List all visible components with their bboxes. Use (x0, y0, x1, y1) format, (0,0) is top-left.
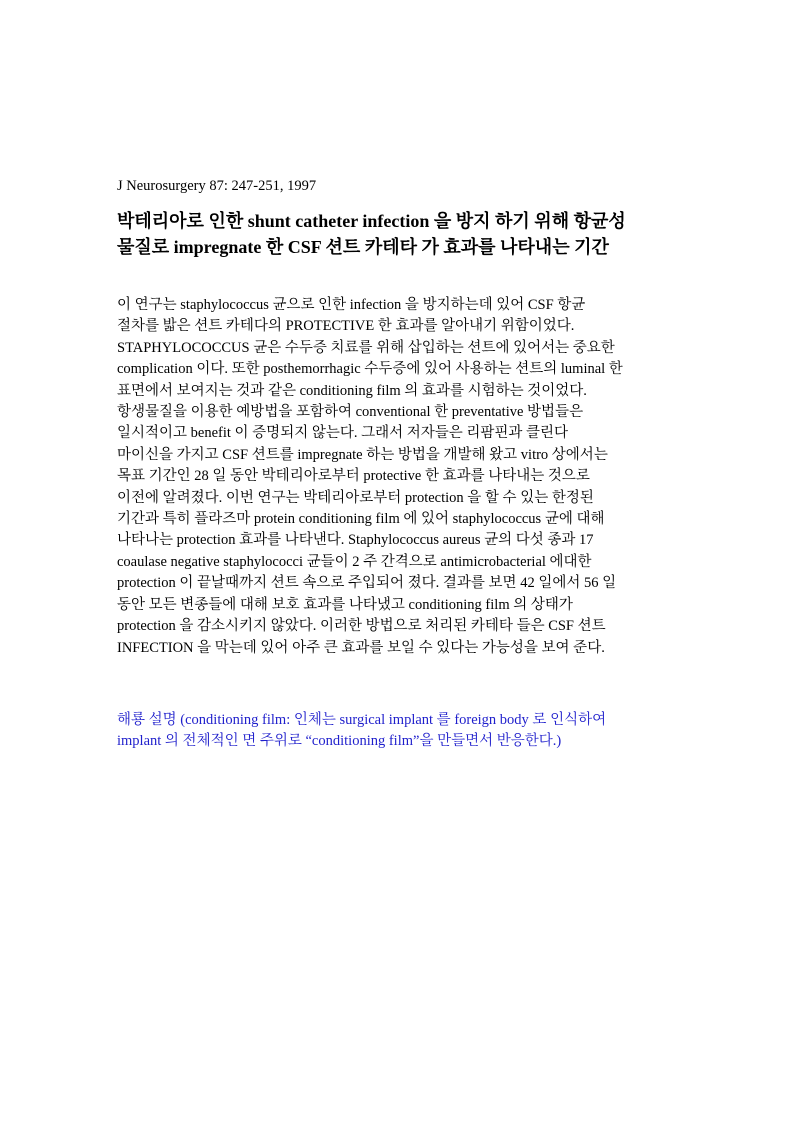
abstract-line: INFECTION 을 막는데 있어 아주 큰 효과를 보일 수 있다는 가능성을 보여 준다. (117, 639, 605, 656)
abstract-line: STAPHYLOCOCCUS 균은 수두증 치료를 위해 삽입하는 션트에 있어서는 중요한 (117, 339, 615, 356)
note-line: implant 의 전체적인 면 주위로 “conditioning film”을 만들면서 반응한다.) (117, 733, 562, 750)
abstract-line: 동안 모든 변종들에 대해 보호 효과를 나타냈고 conditioning film 의 상태가 (117, 596, 573, 613)
abstract-line: protection 이 끝날때까지 션트 속으로 주입되어 졌다. 결과를 보면 42 일에서 56 일 (117, 575, 617, 592)
abstract-line: coaulase negative staphylococci 균들이 2 주 간격으로 antimicrobacterial 에대한 (117, 553, 592, 570)
abstract-body (117, 295, 623, 659)
abstract-line: complication 이다. 또한 posthemorrhagic 수두증에 있어 사용하는 션트의 luminal 한 (117, 361, 623, 378)
note-line: 해룡 설명 (conditioning film: 인체는 surgical implant 를 foreign body 로 인식하여 (117, 712, 607, 728)
title-line: 박테리아로 인한 shunt catheter infection 을 방지 하기 위해 항균성 (117, 211, 626, 231)
article-title (117, 208, 626, 260)
abstract-line: 이전에 알려졌다. 이번 연구는 박테리아로부터 protection 을 할 수 있는 한정된 (117, 489, 594, 506)
abstract-line: 기간과 특히 플라즈마 protein conditioning film 에 있어 staphylococcus 균에 대해 (117, 511, 605, 528)
abstract-line: 표면에서 보여지는 것과 같은 conditioning film 의 효과를 시험하는 것이었다. (117, 382, 587, 399)
abstract-line: 일시적이고 benefit 이 증명되지 않는다. 그래서 저자들은 리팜핀과 클린다 (117, 425, 569, 442)
abstract-line: 목표 기간인 28 일 동안 박테리아로부터 protective 한 효과를 나타내는 것으로 (117, 468, 590, 485)
abstract-line: 절차를 밟은 션트 카테다의 PROTECTIVE 한 효과를 알아내기 위함이었다. (117, 318, 575, 335)
abstract-line: 이 연구는 staphylococcus 균으로 인한 infection 을 방지하는데 있어 CSF 항균 (117, 297, 586, 313)
title-line: 물질로 impregnate 한 CSF 션트 카테타 가 효과를 나타내는 기간 (117, 237, 609, 257)
abstract-line: protection 을 감소시키지 않았다. 이러한 방법으로 처리된 카테타 들은 CSF 션트 (117, 618, 606, 635)
translator-note (117, 710, 606, 753)
abstract-line: 항생물질을 이용한 예방법을 포함하여 conventional 한 preventative 방법들은 (117, 404, 584, 421)
journal-citation: J Neurosurgery 87: 247-251, 1997 (117, 178, 317, 194)
abstract-line: 나타나는 protection 효과를 나타낸다. Staphylococcus aureus 균의 다섯 종과 17 (117, 532, 594, 549)
abstract-line: 마이신을 가지고 CSF 션트를 impregnate 하는 방법을 개발해 왔고 vitro 상에서는 (117, 446, 608, 463)
